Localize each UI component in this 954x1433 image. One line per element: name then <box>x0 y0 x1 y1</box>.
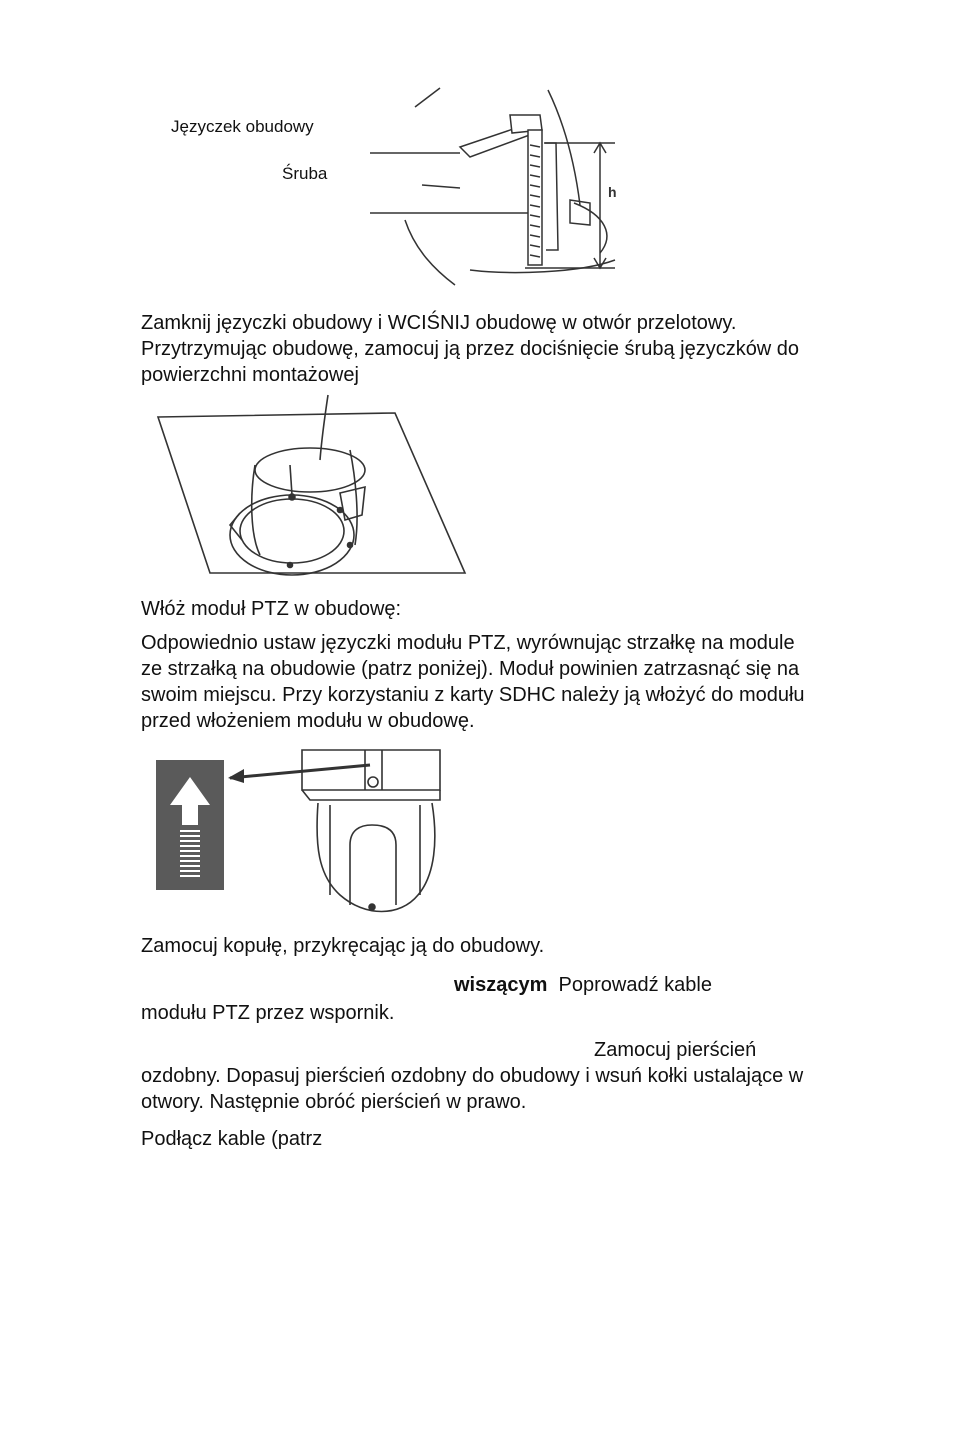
text-route-cables: Poprowadź kable <box>558 974 712 996</box>
paragraph-insert-ptz: Włóż moduł PTZ w obudowę: <box>141 598 402 620</box>
screw-tab-diagram <box>360 85 630 295</box>
housing-in-ceiling-diagram <box>150 395 470 580</box>
paragraph-attach-dome: Zamocuj kopułę, przykręcając ją do obudowy. <box>141 935 545 957</box>
label-screw: Śruba <box>282 164 328 183</box>
paragraph-close-tabs: Zamknij języczki obudowy i WCIŚNIJ obudowę w otwór przelotowy. Przytrzymując obudowę, zamocuj ją przez dociśnięcie śrubą języczków do powierzchni montażowej <box>141 312 800 386</box>
dim-label-h: h <box>608 184 617 200</box>
arrow-alignment-diagram <box>150 745 450 920</box>
paragraph-ring-line1: Zamocuj pierścień <box>594 1039 757 1061</box>
paragraph-pendant-line1 <box>454 972 712 998</box>
paragraph-align-tabs: Odpowiednio ustaw języczki modułu PTZ, wyrównując strzałkę na module ze strzałką na obudowie (patrz poniżej). Moduł powinien zatrzasnąć się na swoim miejscu. Przy korzystaniu z karty SDHC należy ją włożyć do modułu przed włożeniem modułu w obudowę. <box>141 632 805 732</box>
bold-term-pendant: wiszącym <box>454 974 548 996</box>
paragraph-pendant-line2: modułu PTZ przez wspornik. <box>141 1002 395 1024</box>
paragraph-connect-cables: Podłącz kable (patrz <box>141 1128 323 1150</box>
paragraph-ring-line2: ozdobny. Dopasuj pierścień ozdobny do obudowy i wsuń kołki ustalające w otwory. Następnie obróć pierścień w prawo. <box>141 1065 804 1113</box>
label-housing-tab: Języczek obudowy <box>171 117 314 136</box>
